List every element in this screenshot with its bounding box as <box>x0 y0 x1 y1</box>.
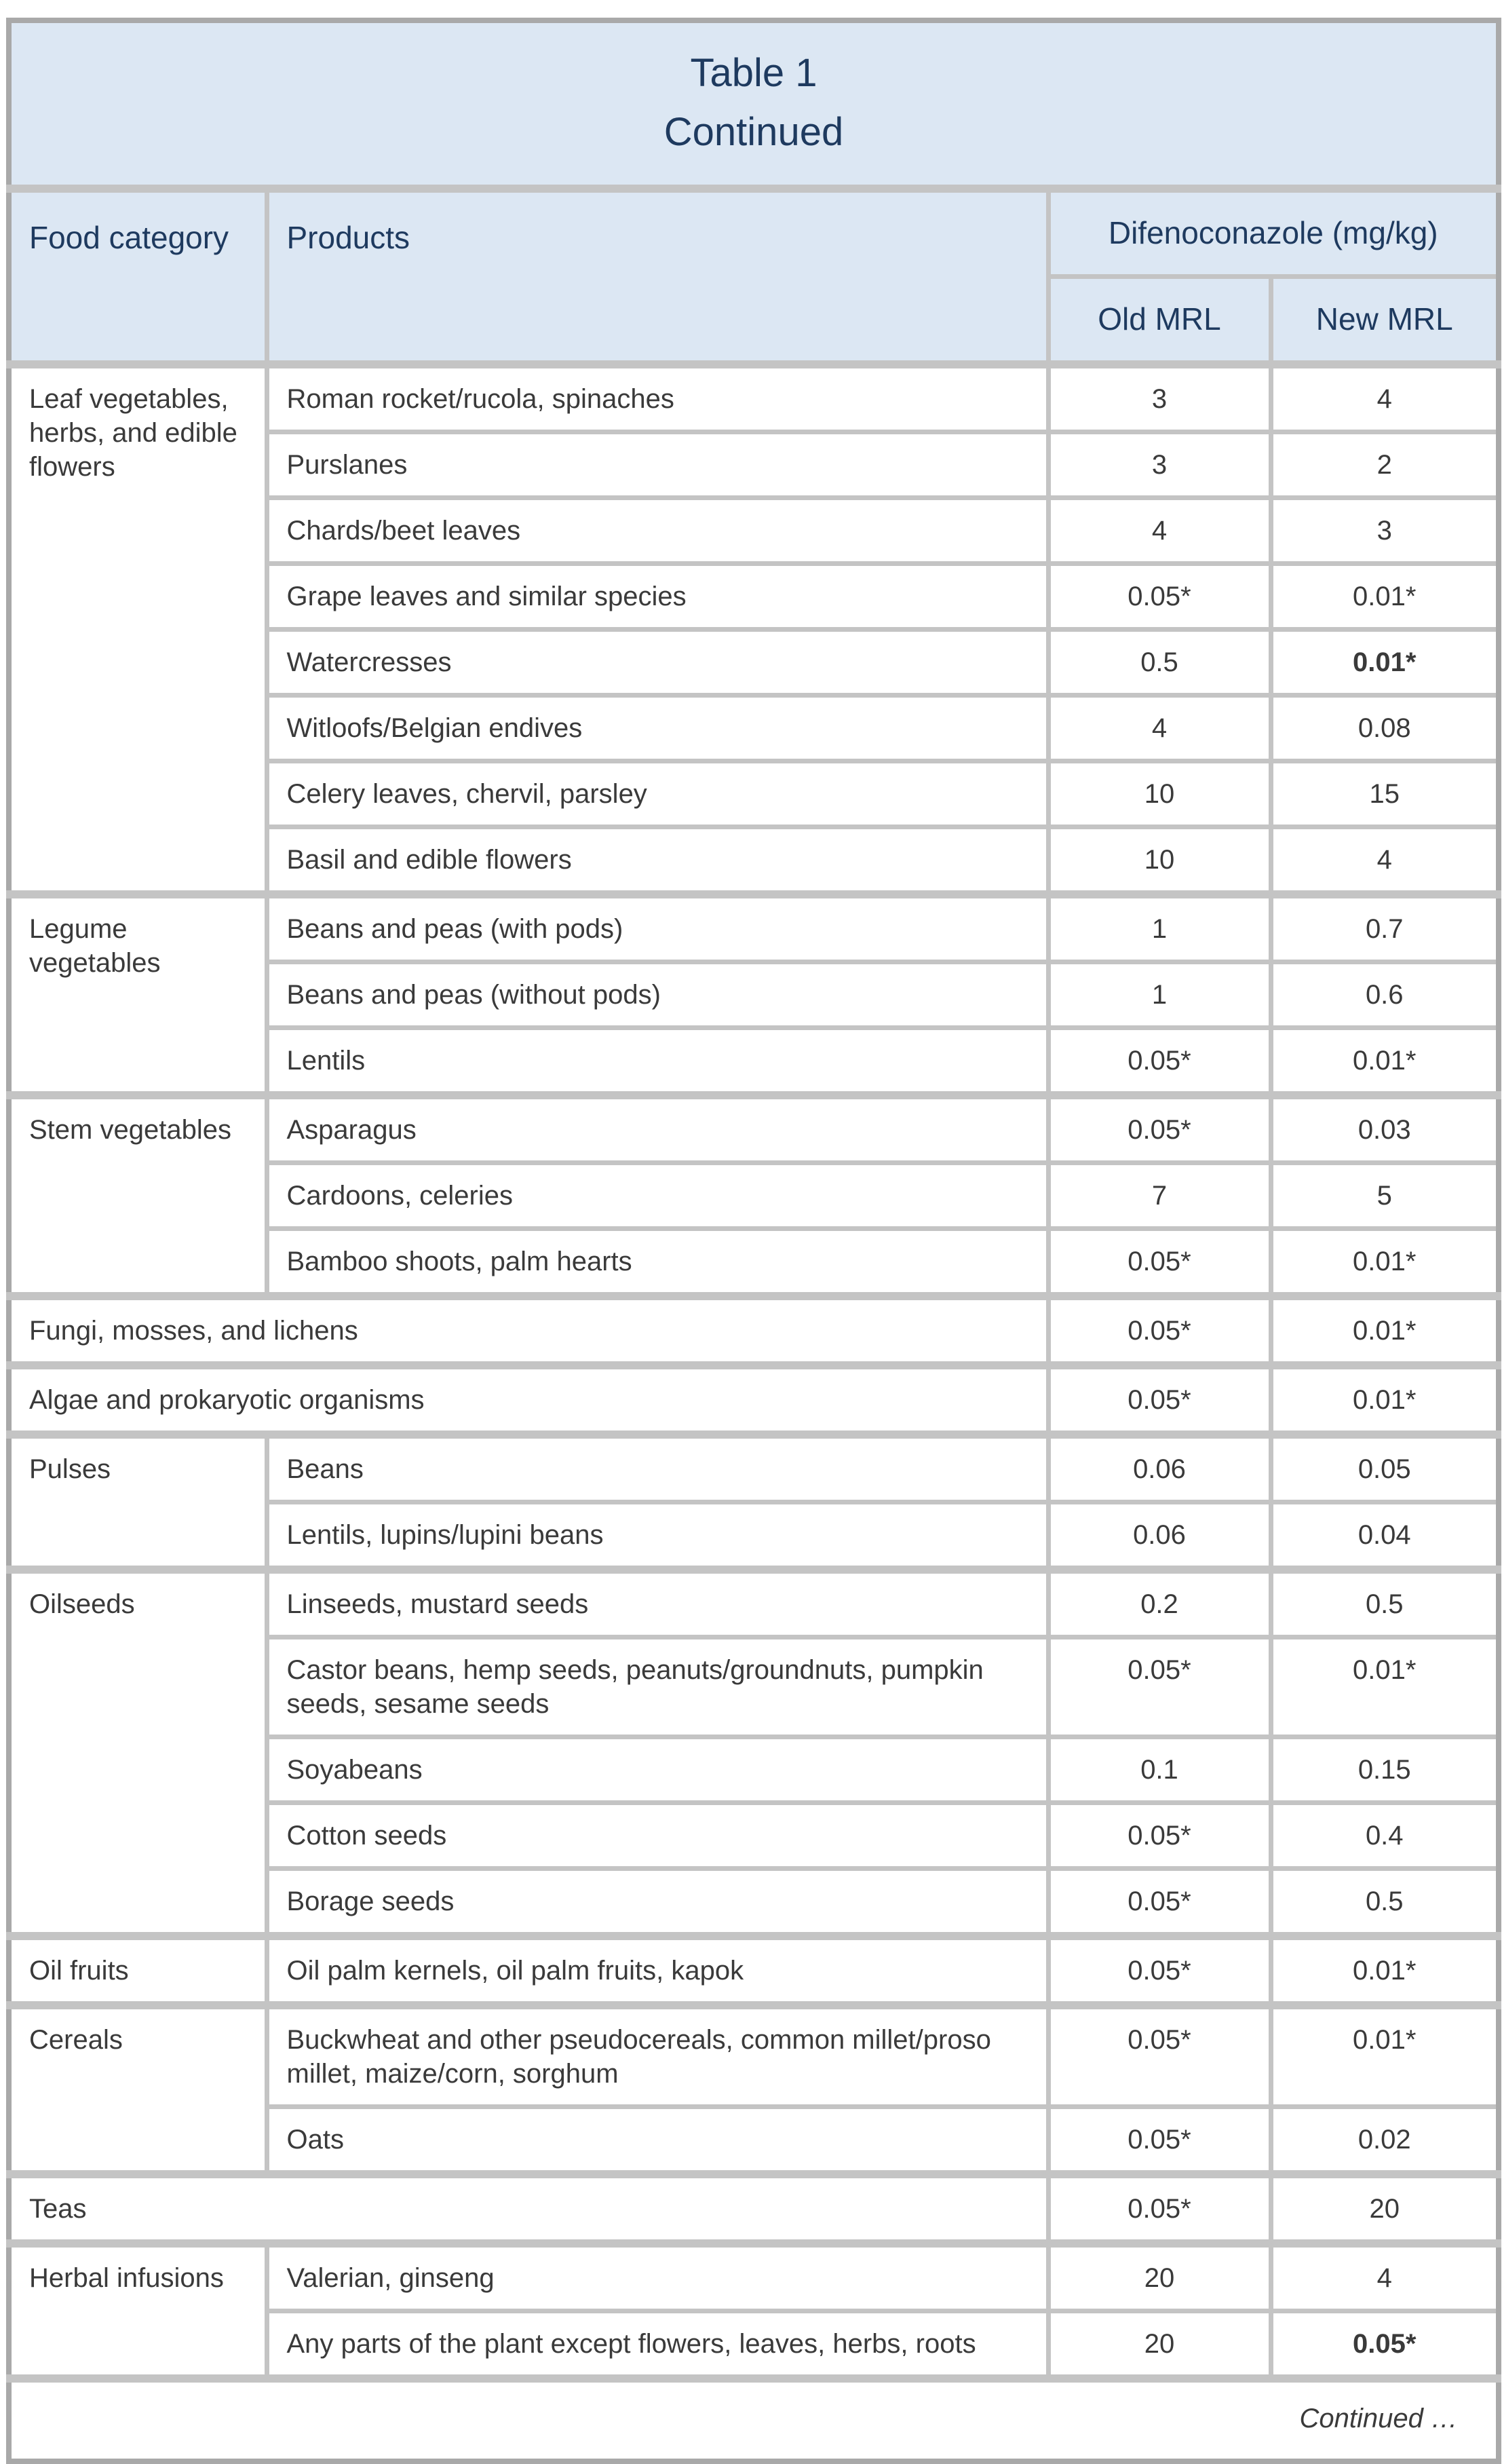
old-mrl-cell: 0.05* <box>1048 2005 1271 2107</box>
new-mrl-cell: 0.5 <box>1271 1570 1499 1637</box>
food-category-cell: Oil fruits <box>9 1936 267 2005</box>
table-row <box>9 1570 1499 1637</box>
old-mrl-cell: 0.05* <box>1048 1095 1271 1163</box>
product-cell: Oil palm kernels, oil palm fruits, kapok <box>267 1936 1048 2005</box>
new-mrl-cell: 20 <box>1271 2174 1499 2243</box>
new-mrl-cell: 0.5 <box>1271 1869 1499 1937</box>
product-cell: Any parts of the plant except flowers, leaves, herbs, roots <box>267 2311 1048 2379</box>
product-cell: Cotton seeds <box>267 1803 1048 1869</box>
title-row <box>9 20 1499 189</box>
product-cell: Valerian, ginseng <box>267 2243 1048 2311</box>
table-row <box>9 894 1499 962</box>
old-mrl-cell: 0.05* <box>1048 1637 1271 1737</box>
new-mrl-cell: 0.15 <box>1271 1737 1499 1803</box>
product-cell: Borage seeds <box>267 1869 1048 1937</box>
product-cell: Roman rocket/rucola, spinaches <box>267 364 1048 432</box>
old-mrl-cell: 0.05* <box>1048 2174 1271 2243</box>
new-mrl-cell: 4 <box>1271 2243 1499 2311</box>
product-cell: Purslanes <box>267 432 1048 498</box>
product-cell: Beans <box>267 1435 1048 1502</box>
table-row <box>9 1095 1499 1163</box>
new-mrl-cell: 0.05* <box>1271 2311 1499 2379</box>
table-row <box>9 2005 1499 2107</box>
food-category-cell: Pulses <box>9 1435 267 1570</box>
new-mrl-cell: 0.01* <box>1271 1296 1499 1365</box>
new-mrl-cell: 0.05 <box>1271 1435 1499 1502</box>
new-mrl-cell: 0.03 <box>1271 1095 1499 1163</box>
food-category-cell: Fungi, mosses, and lichens <box>9 1296 1048 1365</box>
product-cell: Beans and peas (with pods) <box>267 894 1048 962</box>
product-cell: Grape leaves and similar species <box>267 564 1048 630</box>
table-row <box>9 1435 1499 1502</box>
product-cell: Oats <box>267 2107 1048 2175</box>
old-mrl-cell: 0.1 <box>1048 1737 1271 1803</box>
table-header <box>9 20 1499 364</box>
column-header-new-mrl: New MRL <box>1271 277 1499 365</box>
new-mrl-cell: 2 <box>1271 432 1499 498</box>
old-mrl-cell: 0.05* <box>1048 1229 1271 1297</box>
new-mrl-cell: 0.01* <box>1271 1936 1499 2005</box>
old-mrl-cell: 4 <box>1048 498 1271 564</box>
product-cell: Buckwheat and other pseudocereals, common millet/proso millet, maize/corn, sorghum <box>267 2005 1048 2107</box>
old-mrl-cell: 1 <box>1048 962 1271 1028</box>
old-mrl-cell: 0.05* <box>1048 1365 1271 1435</box>
new-mrl-cell: 0.01* <box>1271 1365 1499 1435</box>
old-mrl-cell: 0.05* <box>1048 564 1271 630</box>
table-title-line2: Continued <box>663 110 844 154</box>
new-mrl-cell: 15 <box>1271 761 1499 827</box>
food-category-cell: Algae and prokaryotic organisms <box>9 1365 1048 1435</box>
food-category-cell: Stem vegetables <box>9 1095 267 1296</box>
table-row <box>9 1296 1499 1365</box>
product-cell: Chards/beet leaves <box>267 498 1048 564</box>
new-mrl-cell: 0.01* <box>1271 630 1499 696</box>
new-mrl-cell: 0.08 <box>1271 696 1499 761</box>
column-header-food-category: Food category <box>9 189 267 364</box>
continued-note: Continued … <box>9 2378 1499 2461</box>
new-mrl-cell: 0.7 <box>1271 894 1499 962</box>
old-mrl-cell: 0.06 <box>1048 1435 1271 1502</box>
new-mrl-cell: 0.01* <box>1271 2005 1499 2107</box>
product-cell: Bamboo shoots, palm hearts <box>267 1229 1048 1297</box>
mrl-table <box>6 18 1501 2464</box>
new-mrl-cell: 0.4 <box>1271 1803 1499 1869</box>
new-mrl-cell: 0.01* <box>1271 1028 1499 1096</box>
new-mrl-cell: 0.01* <box>1271 1229 1499 1297</box>
table-title <box>9 20 1499 189</box>
product-cell: Soyabeans <box>267 1737 1048 1803</box>
old-mrl-cell: 0.5 <box>1048 630 1271 696</box>
new-mrl-cell: 4 <box>1271 827 1499 895</box>
old-mrl-cell: 0.05* <box>1048 1869 1271 1937</box>
product-cell: Asparagus <box>267 1095 1048 1163</box>
food-category-cell: Leaf vegetables, herbs, and edible flowers <box>9 364 267 894</box>
old-mrl-cell: 0.06 <box>1048 1502 1271 1570</box>
header-row-1 <box>9 189 1499 277</box>
product-cell: Watercresses <box>267 630 1048 696</box>
table-row <box>9 364 1499 432</box>
product-cell: Celery leaves, chervil, parsley <box>267 761 1048 827</box>
new-mrl-cell: 0.01* <box>1271 564 1499 630</box>
new-mrl-cell: 3 <box>1271 498 1499 564</box>
footer-row <box>9 2378 1499 2461</box>
old-mrl-cell: 4 <box>1048 696 1271 761</box>
product-cell: Lentils <box>267 1028 1048 1096</box>
food-category-cell: Legume vegetables <box>9 894 267 1095</box>
product-cell: Cardoons, celeries <box>267 1163 1048 1229</box>
new-mrl-cell: 5 <box>1271 1163 1499 1229</box>
food-category-cell: Cereals <box>9 2005 267 2174</box>
old-mrl-cell: 10 <box>1048 827 1271 895</box>
new-mrl-cell: 0.04 <box>1271 1502 1499 1570</box>
food-category-cell: Herbal infusions <box>9 2243 267 2378</box>
old-mrl-cell: 3 <box>1048 432 1271 498</box>
old-mrl-cell: 0.05* <box>1048 1028 1271 1096</box>
column-header-old-mrl: Old MRL <box>1048 277 1271 365</box>
old-mrl-cell: 7 <box>1048 1163 1271 1229</box>
old-mrl-cell: 0.05* <box>1048 2107 1271 2175</box>
table-row <box>9 1936 1499 2005</box>
old-mrl-cell: 0.05* <box>1048 1803 1271 1869</box>
product-cell: Witloofs/Belgian endives <box>267 696 1048 761</box>
product-cell: Beans and peas (without pods) <box>267 962 1048 1028</box>
column-header-products: Products <box>267 189 1048 364</box>
table-title-line1: Table 1 <box>690 51 817 95</box>
old-mrl-cell: 20 <box>1048 2311 1271 2379</box>
new-mrl-cell: 0.01* <box>1271 1637 1499 1737</box>
old-mrl-cell: 0.2 <box>1048 1570 1271 1637</box>
old-mrl-cell: 10 <box>1048 761 1271 827</box>
product-cell: Castor beans, hemp seeds, peanuts/groundnuts, pumpkin seeds, sesame seeds <box>267 1637 1048 1737</box>
old-mrl-cell: 1 <box>1048 894 1271 962</box>
table-row <box>9 1365 1499 1435</box>
new-mrl-cell: 4 <box>1271 364 1499 432</box>
product-cell: Linseeds, mustard seeds <box>267 1570 1048 1637</box>
product-cell: Basil and edible flowers <box>267 827 1048 895</box>
new-mrl-cell: 0.6 <box>1271 962 1499 1028</box>
old-mrl-cell: 3 <box>1048 364 1271 432</box>
food-category-cell: Oilseeds <box>9 1570 267 1936</box>
new-mrl-cell: 0.02 <box>1271 2107 1499 2175</box>
table-row <box>9 2243 1499 2311</box>
old-mrl-cell: 0.05* <box>1048 1936 1271 2005</box>
old-mrl-cell: 0.05* <box>1048 1296 1271 1365</box>
old-mrl-cell: 20 <box>1048 2243 1271 2311</box>
product-cell: Lentils, lupins/lupini beans <box>267 1502 1048 1570</box>
column-header-difenoconazole: Difenoconazole (mg/kg) <box>1048 189 1499 277</box>
table-row <box>9 2174 1499 2243</box>
food-category-cell: Teas <box>9 2174 1048 2243</box>
table-body <box>9 364 1499 2461</box>
